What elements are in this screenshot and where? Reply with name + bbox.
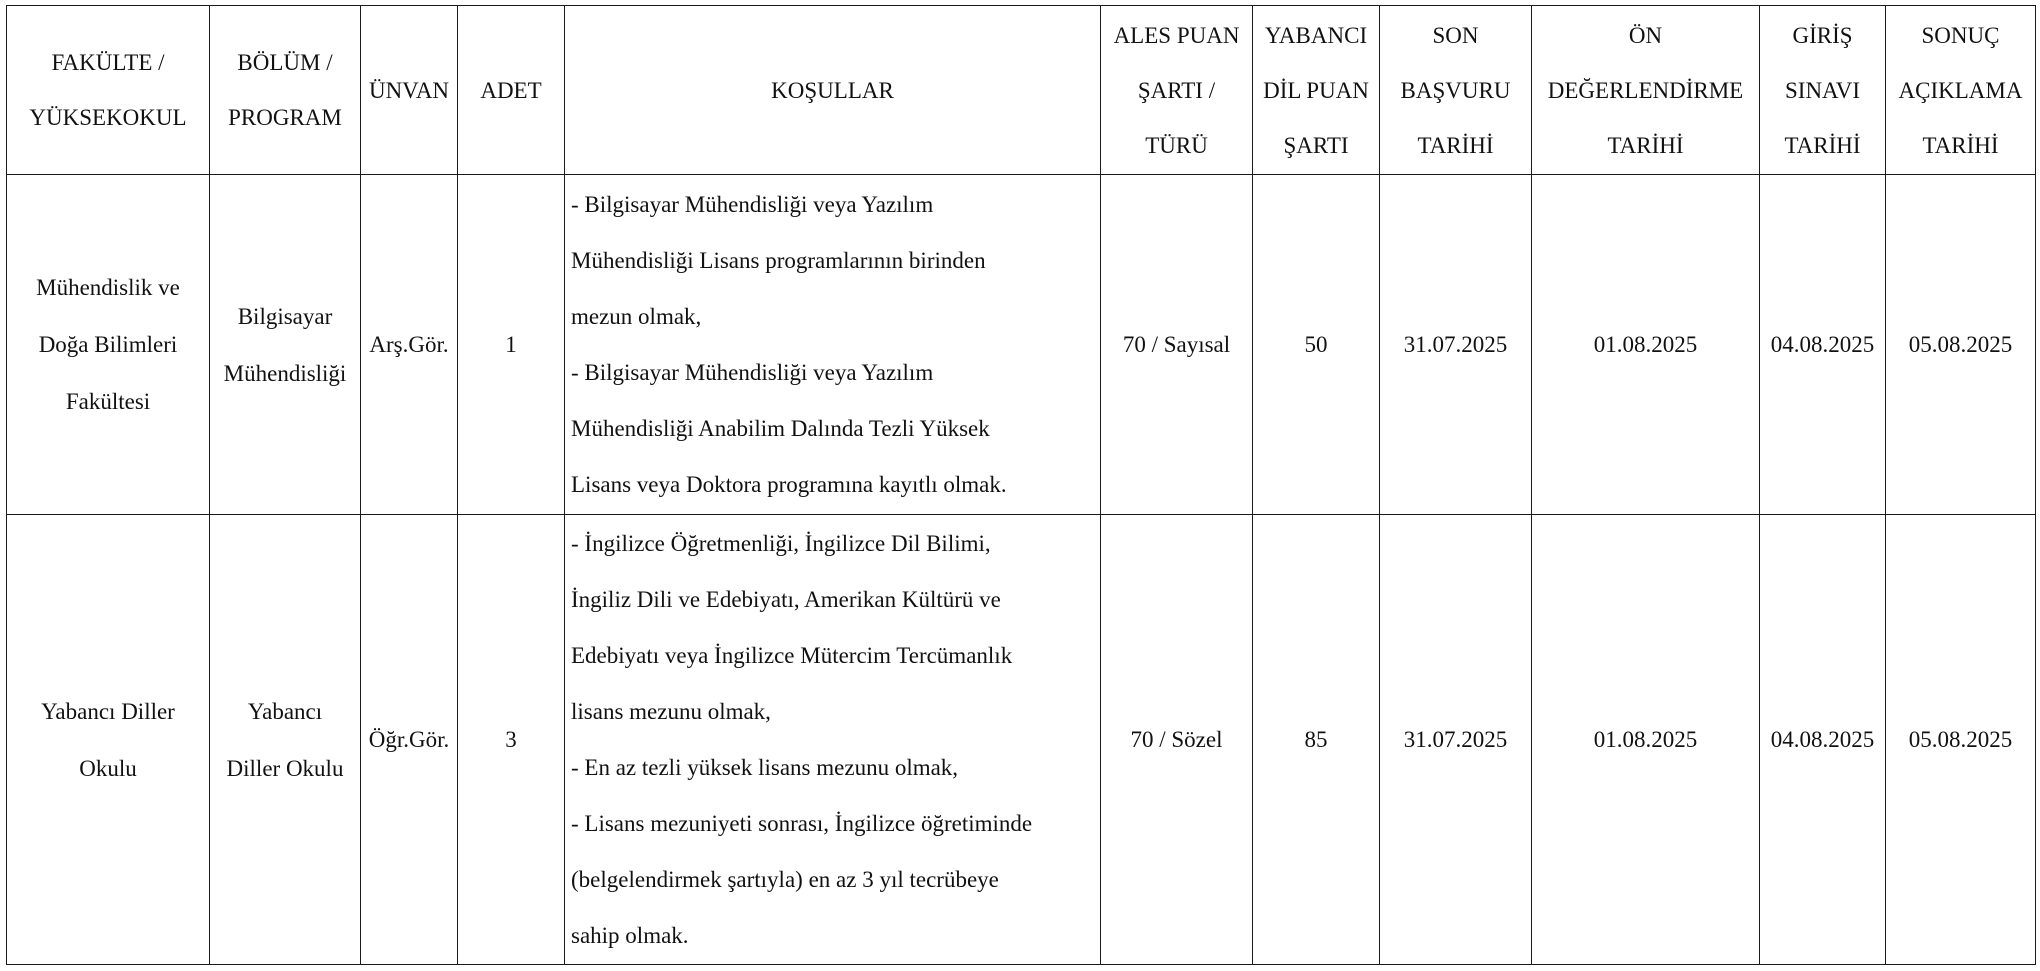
program-cell: Bilgisayar Mühendisliği — [210, 175, 361, 515]
count-cell: 1 — [458, 175, 565, 515]
header-entrance-exam: GİRİŞ SINAVI TARİHİ — [1760, 6, 1886, 175]
header-conditions: KOŞULLAR — [565, 6, 1101, 175]
entrance-exam-cell: 04.08.2025 — [1760, 515, 1886, 965]
foreign-language-cell: 85 — [1253, 515, 1380, 965]
title-cell: Öğr.Gör. — [361, 515, 458, 965]
header-foreign-language: YABANCI DİL PUAN ŞARTI — [1253, 6, 1380, 175]
title-cell: Arş.Gör. — [361, 175, 458, 515]
header-ales: ALES PUAN ŞARTI / TÜRÜ — [1101, 6, 1253, 175]
header-faculty: FAKÜLTE / YÜKSEKOKUL — [7, 6, 210, 175]
foreign-language-cell: 50 — [1253, 175, 1380, 515]
conditions-cell — [565, 175, 1101, 515]
result-announcement-cell: 05.08.2025 — [1886, 175, 2036, 515]
condition-line: - En az tezli yüksek lisans mezunu olmak, — [571, 754, 959, 780]
condition-line: - Lisans mezuniyeti sonrası, İngilizce öğretiminde — [571, 810, 1033, 836]
header-count: ADET — [458, 6, 565, 175]
header-application-deadline: SON BAŞVURU TARİHİ — [1380, 6, 1532, 175]
header-title: ÜNVAN — [361, 6, 458, 175]
pre-evaluation-cell: 01.08.2025 — [1532, 175, 1760, 515]
condition-line: Lisans veya Doktora programına kayıtlı olmak. — [571, 471, 1007, 497]
faculty-cell: Yabancı Diller Okulu — [7, 515, 210, 965]
entrance-exam-cell: 04.08.2025 — [1760, 175, 1886, 515]
condition-line: Edebiyatı veya İngilizce Mütercim Tercümanlık — [571, 642, 1013, 668]
ales-cell: 70 / Sözel — [1101, 515, 1253, 965]
pre-evaluation-cell: 01.08.2025 — [1532, 515, 1760, 965]
condition-line: - İngilizce Öğretmenliği, İngilizce Dil Bilimi, — [571, 530, 991, 556]
header-result-announcement: SONUÇ AÇIKLAMA TARİHİ — [1886, 6, 2036, 175]
announcement-table-wrapper — [6, 5, 2036, 965]
program-cell: Yabancı Diller Okulu — [210, 515, 361, 965]
header-row — [7, 6, 2036, 175]
condition-line: - Bilgisayar Mühendisliği veya Yazılım — [571, 359, 934, 385]
result-announcement-cell: 05.08.2025 — [1886, 515, 2036, 965]
condition-line: mezun olmak, — [571, 303, 702, 329]
ales-cell: 70 / Sayısal — [1101, 175, 1253, 515]
condition-line: İngiliz Dili ve Edebiyatı, Amerikan Kültürü ve — [571, 586, 1001, 612]
application-deadline-cell: 31.07.2025 — [1380, 175, 1532, 515]
condition-line: - Bilgisayar Mühendisliği veya Yazılım — [571, 191, 934, 217]
table-row — [7, 175, 2036, 515]
application-deadline-cell: 31.07.2025 — [1380, 515, 1532, 965]
position-announcement-table — [6, 5, 2036, 965]
conditions-cell — [565, 515, 1101, 965]
header-program: BÖLÜM / PROGRAM — [210, 6, 361, 175]
condition-line: lisans mezunu olmak, — [571, 698, 771, 724]
faculty-cell: Mühendislik ve Doğa Bilimleri Fakültesi — [7, 175, 210, 515]
condition-line: Mühendisliği Anabilim Dalında Tezli Yüksek — [571, 415, 990, 441]
condition-line: sahip olmak. — [571, 922, 689, 948]
count-cell: 3 — [458, 515, 565, 965]
header-pre-evaluation: ÖN DEĞERLENDİRME TARİHİ — [1532, 6, 1760, 175]
table-row — [7, 515, 2036, 965]
condition-line: Mühendisliği Lisans programlarının birinden — [571, 247, 986, 273]
condition-line: (belgelendirmek şartıyla) en az 3 yıl tecrübeye — [571, 866, 999, 892]
